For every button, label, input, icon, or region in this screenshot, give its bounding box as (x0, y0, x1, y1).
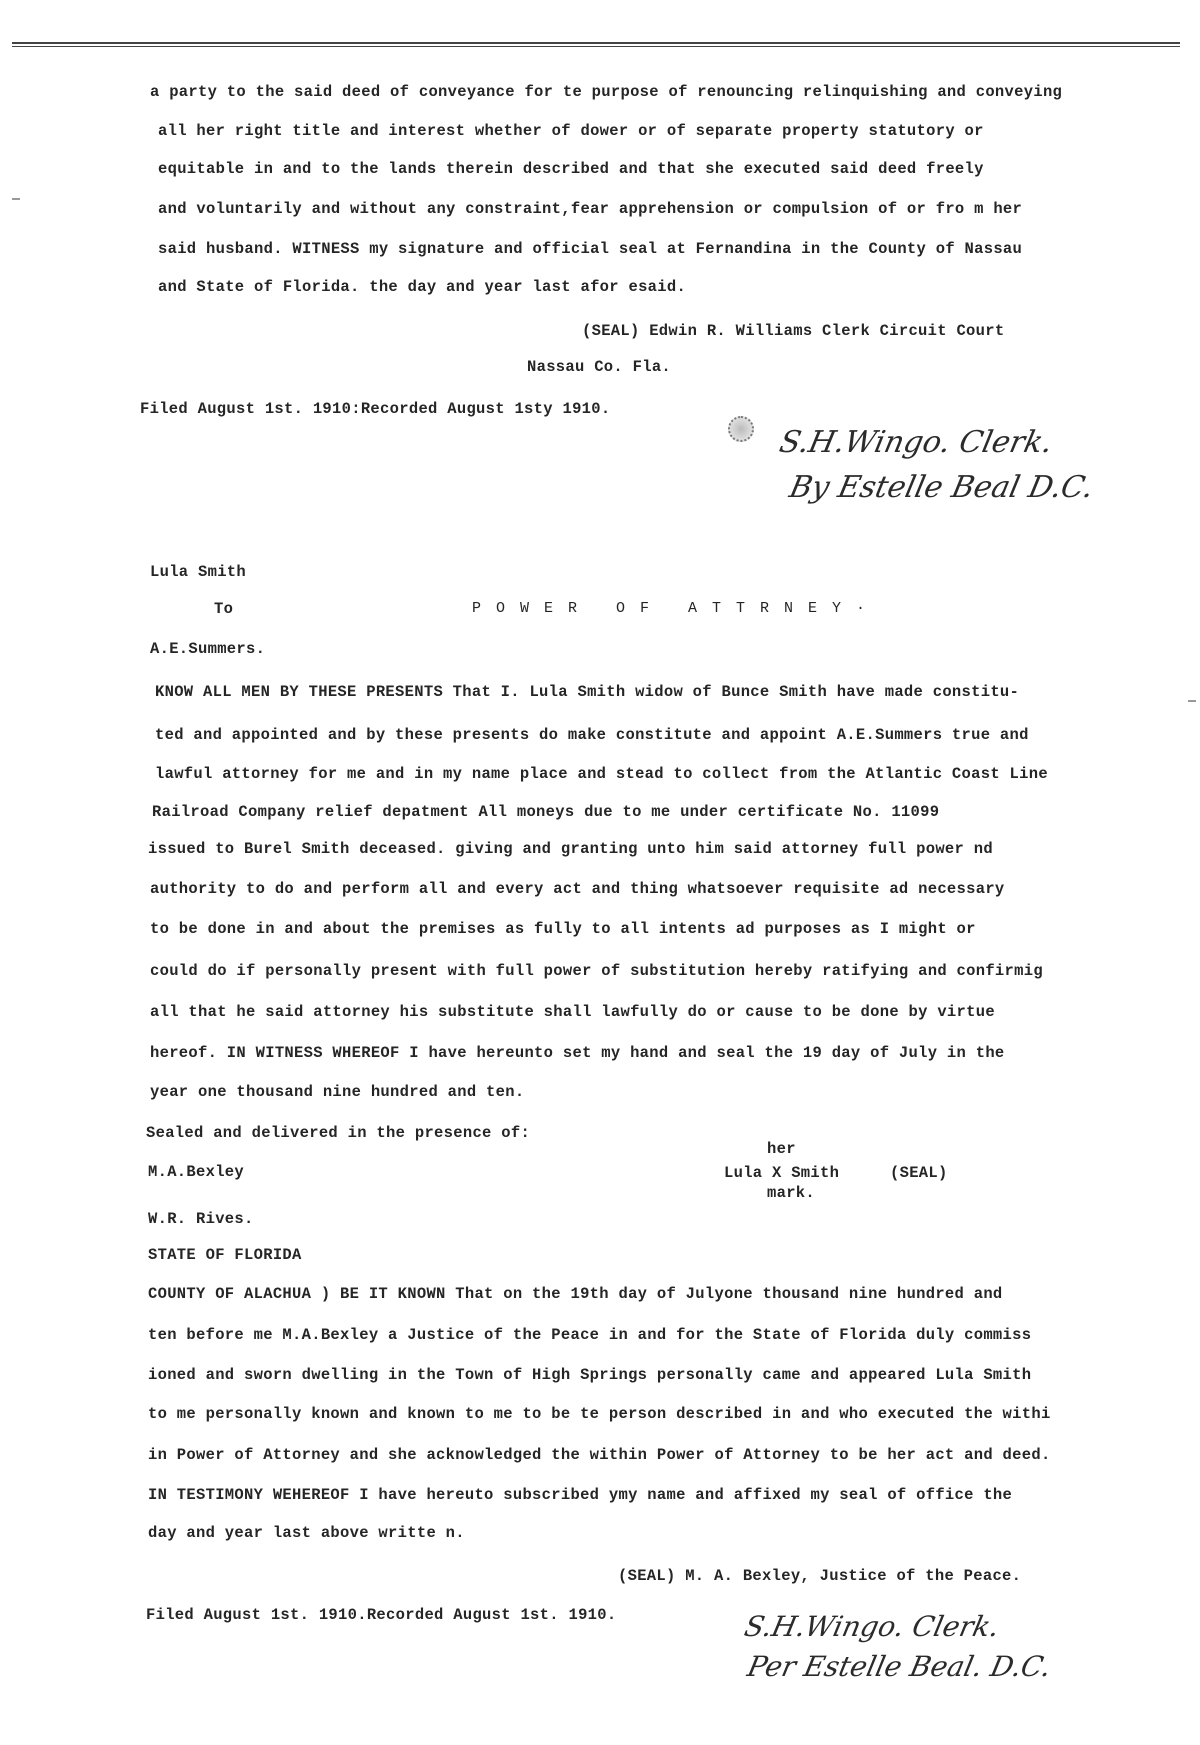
ack-state: STATE OF FLORIDA (148, 1246, 302, 1264)
document-title: POWER OF ATTRNEY· (472, 600, 881, 617)
body-line: year one thousand nine hundred and ten. (150, 1083, 525, 1101)
ack-line: in Power of Attorney and she acknowledged the within Power of Attorney to be her act and deed. (148, 1446, 1051, 1464)
ack-line: day and year last above writte n. (148, 1524, 465, 1542)
mark-label: mark. (767, 1184, 816, 1202)
mark-her: her (767, 1140, 796, 1158)
body-line: issued to Burel Smith deceased. giving and granting unto him said attorney full power nd (148, 840, 993, 858)
sealed-delivered: Sealed and delivered in the presence of: (146, 1124, 531, 1142)
to-label: To (214, 600, 234, 618)
witness-name: W.R. Rives. (148, 1210, 254, 1228)
body-line: and voluntarily and without any constraint,fear apprehension or compulsion of or fro m her (158, 200, 1023, 218)
party-to: A.E.Summers. (150, 640, 266, 658)
body-line: Railroad Company relief depatment All moneys due to me under certificate No. 11099 (152, 803, 940, 821)
ack-line: ioned and sworn dwelling in the Town of High Springs personally came and appeared Lula Smith (148, 1366, 1032, 1384)
body-line: all that he said attorney his substitute shall lawfully do or cause to be done by virtue (150, 1003, 995, 1021)
ack-line: ten before me M.A.Bexley a Justice of the Peace in and for the State of Florida duly commiss (148, 1326, 1032, 1344)
body-line: and State of Florida. the day and year last afor esaid. (158, 278, 687, 296)
body-line: a party to the said deed of conveyance for te purpose of renouncing relinquishing and conveying (150, 83, 1063, 101)
body-line: authority to do and perform all and every act and thing whatsoever requisite ad necessary (150, 880, 1005, 898)
ack-line: COUNTY OF ALACHUA ) BE IT KNOWN That on the 19th day of Julyone thousand nine hundred and (148, 1285, 1003, 1303)
witness-name: M.A.Bexley (148, 1163, 245, 1181)
clerk-seal-line: (SEAL) Edwin R. Williams Clerk Circuit Court (582, 322, 1005, 340)
filed-recorded: Filed August 1st. 1910:Recorded August 1sty 1910. (140, 400, 611, 418)
body-line: lawful attorney for me and in my name place and stead to collect from the Atlantic Coast Line (155, 765, 1048, 783)
justice-seal-line: (SEAL) M. A. Bexley, Justice of the Peace. (618, 1567, 1022, 1585)
top-rule (12, 42, 1180, 44)
body-line: KNOW ALL MEN BY THESE PRESENTS That I. Lula Smith widow of Bunce Smith have made constitu- (155, 683, 1020, 701)
body-line: equitable in and to the lands therein described and that she executed said deed freely (158, 160, 984, 178)
clerk-signature: S.H.Wingo. Clerk. (776, 425, 1056, 460)
margin-mark (1188, 700, 1196, 702)
top-rule-thin (12, 46, 1180, 47)
body-line: all her right title and interest whether of dower or of separate property statutory or (158, 122, 984, 140)
clerk-seal-stamp (728, 416, 754, 442)
ack-line: IN TESTIMONY WEHEREOF I have hereuto subscribed ymy name and affixed my seal of office the (148, 1486, 1013, 1504)
deputy-signature: By Estelle Beal D.C. (786, 470, 1097, 505)
body-line: said husband. WITNESS my signature and official seal at Fernandina in the County of Nassau (158, 240, 1023, 258)
county-line: Nassau Co. Fla. (527, 358, 672, 376)
body-line: hereof. IN WITNESS WHEREOF I have hereunto set my hand and seal the 19 day of July in the (150, 1044, 1005, 1062)
filed-recorded: Filed August 1st. 1910.Recorded August 1st. 1910. (146, 1606, 617, 1624)
body-line: to be done in and about the premises as fully to all intents ad purposes as I might or (150, 920, 976, 938)
party-from: Lula Smith (150, 563, 247, 581)
body-line: ted and appointed and by these presents do make constitute and appoint A.E.Summers true and (155, 726, 1029, 744)
margin-mark (12, 198, 20, 200)
ack-line: to me personally known and known to me to be te person described in and who executed the withi (148, 1405, 1051, 1423)
clerk-signature: S.H.Wingo. Clerk. (741, 1610, 1003, 1643)
mark-seal: (SEAL) (890, 1164, 948, 1182)
body-line: could do if personally present with full power of substitution hereby ratifying and confirmig (150, 962, 1043, 980)
deputy-signature: Per Estelle Beal. D.C. (744, 1650, 1055, 1683)
mark-signature: Lula X Smith (724, 1164, 840, 1182)
